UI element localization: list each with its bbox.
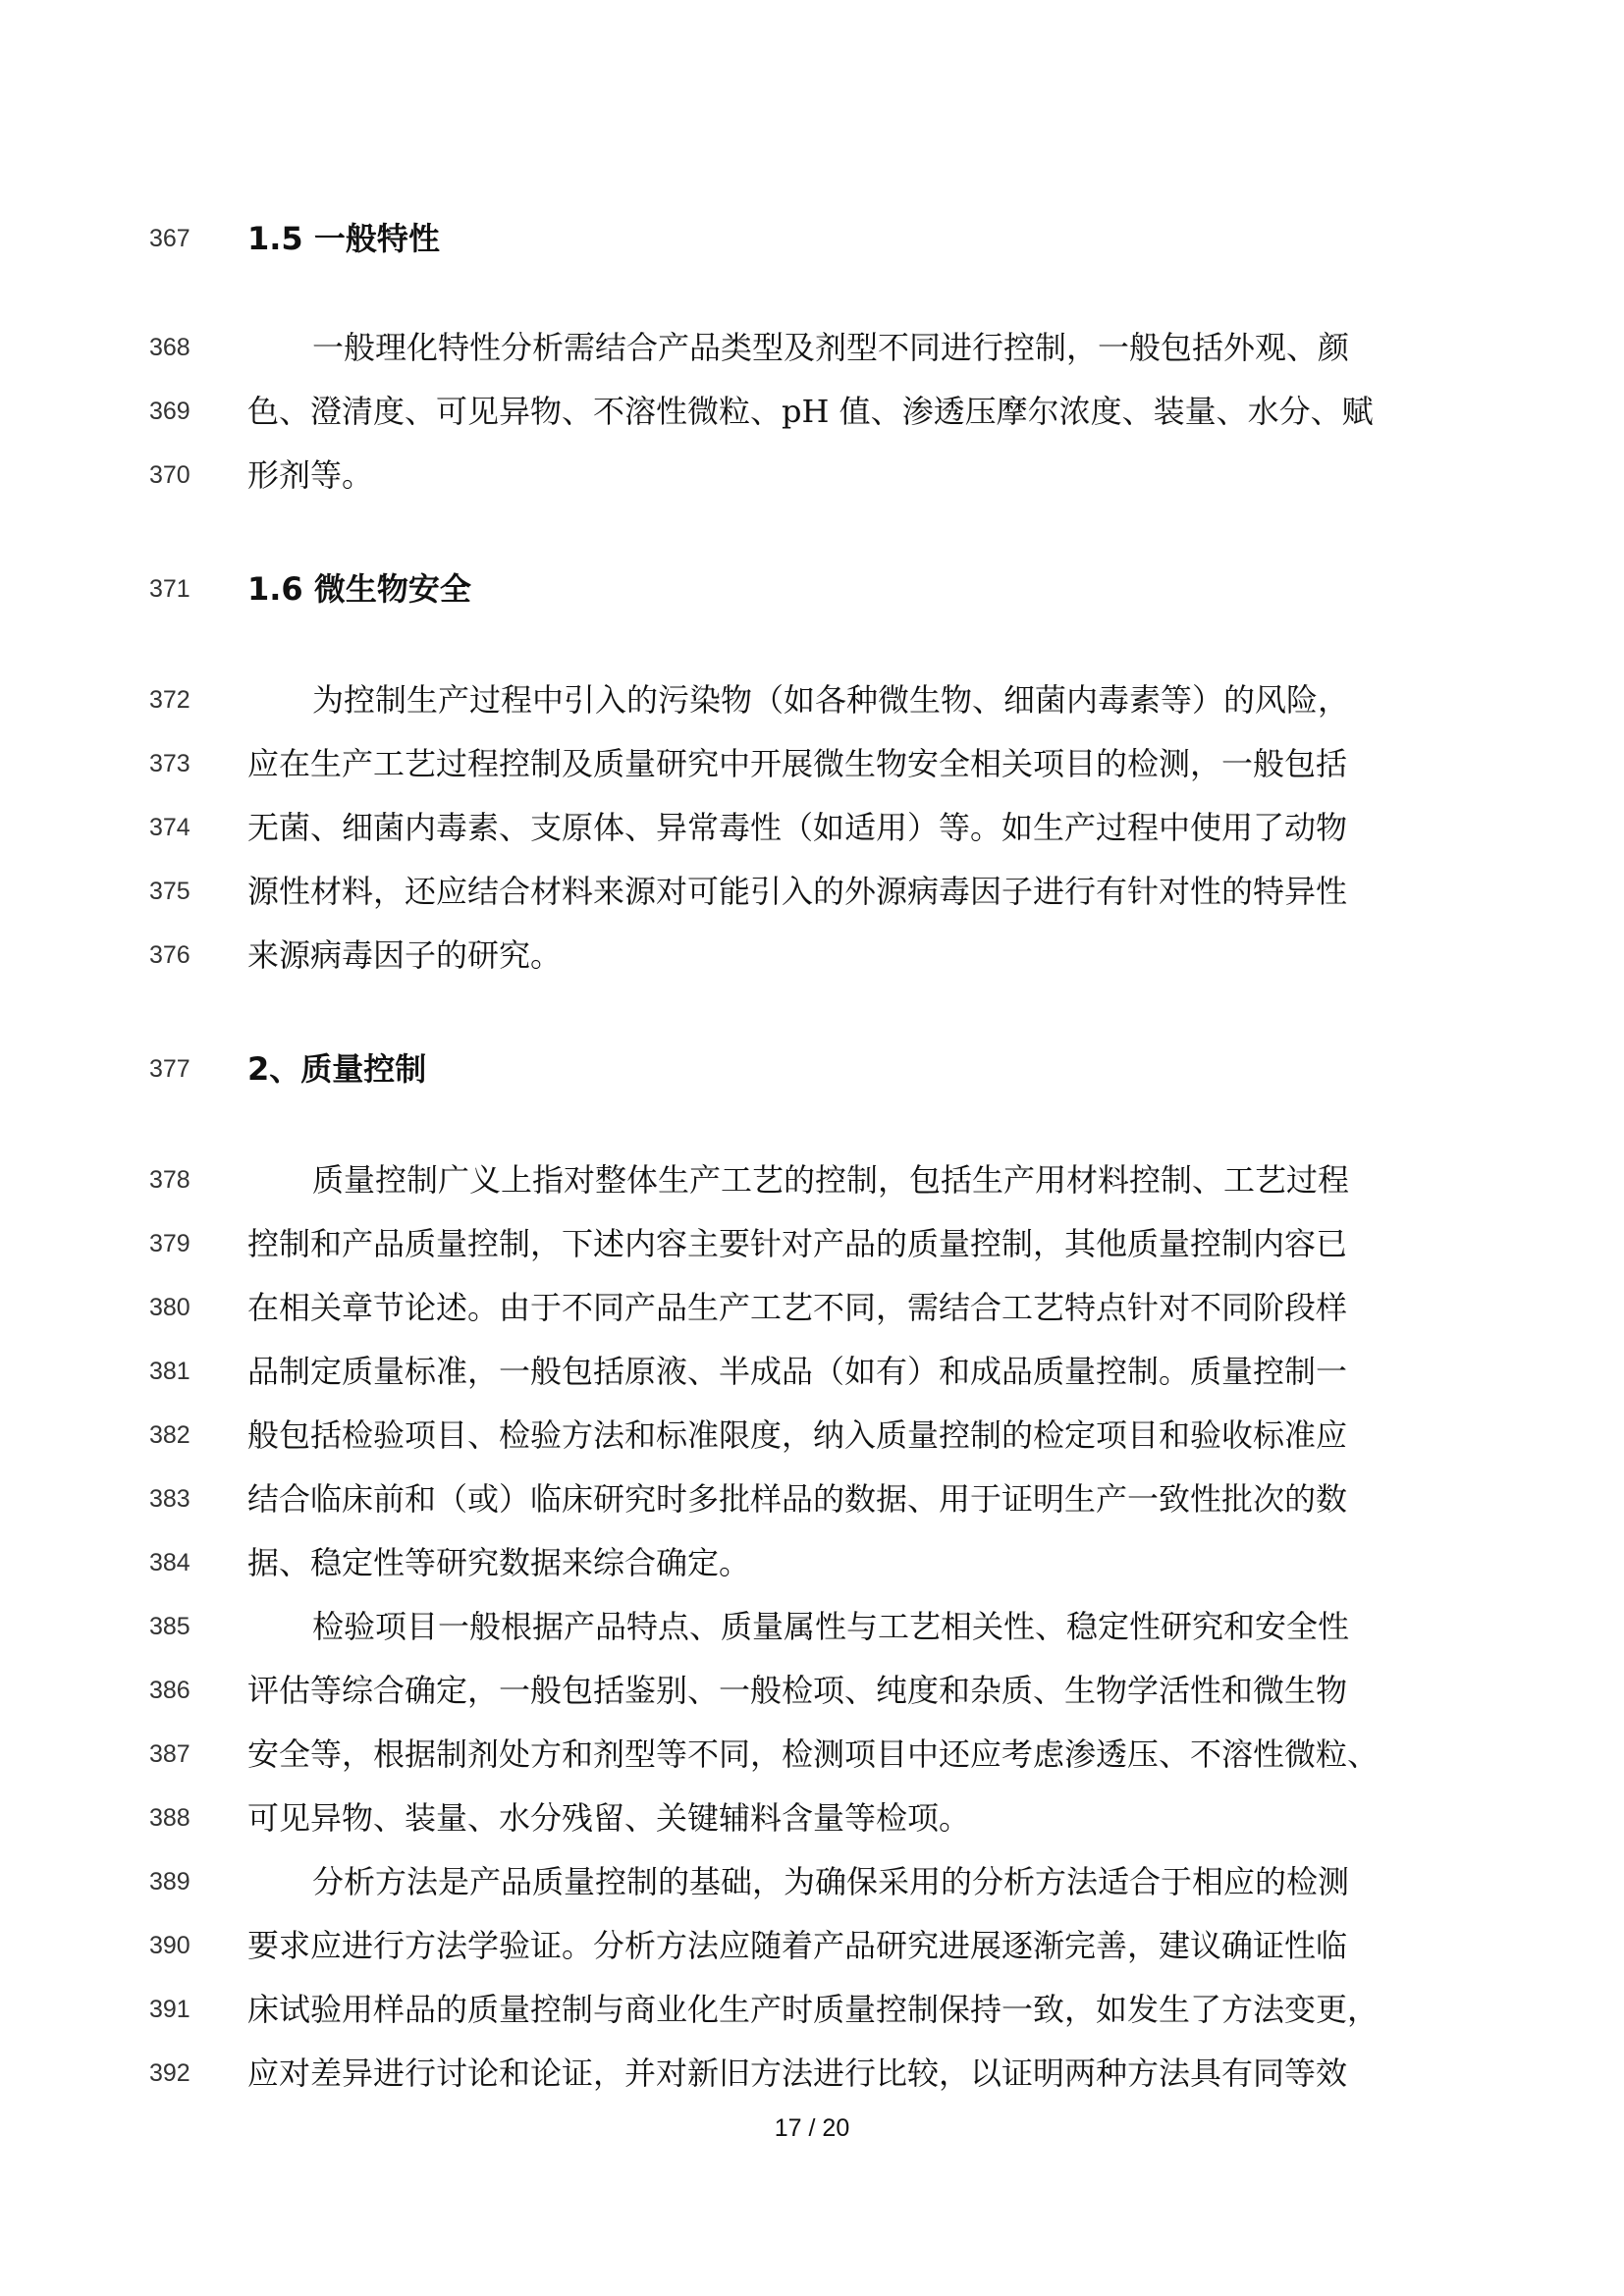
line-number: 385 <box>149 1613 190 1640</box>
line-number: 380 <box>149 1294 190 1321</box>
line-number: 370 <box>149 461 190 489</box>
text-line <box>0 1856 1624 1907</box>
page-indicator: 17 / 20 <box>774 2114 850 2142</box>
section-heading: 1.5 一般特性 <box>247 220 440 257</box>
line-number: 389 <box>149 1868 190 1896</box>
text-line <box>0 1729 1624 1780</box>
paragraph-text: 无菌、细菌内毒素、支原体、异常毒性（如适用）等。如生产过程中使用了动物 <box>247 809 1348 846</box>
text-line <box>0 1792 1624 1843</box>
text-line <box>0 1984 1624 2035</box>
text-line <box>0 1473 1624 1524</box>
paragraph-text: 床试验用样品的质量控制与商业化生产时质量控制保持一致，如发生了方法变更， <box>247 1991 1380 2028</box>
text-line <box>0 738 1624 789</box>
text-line <box>0 450 1624 501</box>
text-line <box>0 2048 1624 2099</box>
paragraph-text: 般包括检验项目、检验方法和标准限度，纳入质量控制的检定项目和验收标准应 <box>247 1416 1348 1454</box>
text-line <box>0 1346 1624 1397</box>
section-heading: 2、质量控制 <box>247 1050 427 1088</box>
paragraph-text: 据、稳定性等研究数据来综合确定。 <box>247 1544 751 1581</box>
line-number: 382 <box>149 1421 190 1449</box>
paragraph-text: 来源病毒因子的研究。 <box>247 936 563 974</box>
text-line <box>0 1537 1624 1588</box>
line-number: 388 <box>149 1804 190 1832</box>
paragraph-text: 在相关章节论述。由于不同产品生产工艺不同，需结合工艺特点针对不同阶段样 <box>247 1289 1348 1326</box>
line-number: 369 <box>149 398 190 425</box>
text-line <box>0 1218 1624 1269</box>
line-number: 373 <box>149 750 190 777</box>
line-number: 387 <box>149 1740 190 1768</box>
paragraph-text: 评估等综合确定，一般包括鉴别、一般检项、纯度和杂质、生物学活性和微生物 <box>247 1672 1348 1709</box>
paragraph-text: 为控制生产过程中引入的污染物（如各种微生物、细菌内毒素等）的风险， <box>312 681 1350 719</box>
line-number: 381 <box>149 1358 190 1385</box>
line-number: 375 <box>149 878 190 905</box>
paragraph-text: 检验项目一般根据产品特点、质量属性与工艺相关性、稳定性研究和安全性 <box>312 1608 1350 1645</box>
line-number: 371 <box>149 575 190 603</box>
line-number: 372 <box>149 686 190 714</box>
line-number: 379 <box>149 1230 190 1257</box>
heading-line <box>0 213 1624 264</box>
line-number: 377 <box>149 1055 190 1083</box>
line-number: 386 <box>149 1677 190 1704</box>
line-number: 374 <box>149 814 190 841</box>
text-line <box>0 674 1624 725</box>
line-number: 368 <box>149 334 190 361</box>
paragraph-text: 可见异物、装量、水分残留、关键辅料含量等检项。 <box>247 1799 971 1837</box>
paragraph-text: 一般理化特性分析需结合产品类型及剂型不同进行控制，一般包括外观、颜 <box>312 329 1350 366</box>
line-number: 390 <box>149 1932 190 1959</box>
text-line <box>0 1601 1624 1652</box>
text-line <box>0 930 1624 981</box>
text-line <box>0 1410 1624 1461</box>
paragraph-text: 质量控制广义上指对整体生产工艺的控制，包括生产用材料控制、工艺过程 <box>312 1161 1350 1199</box>
text-line <box>0 866 1624 917</box>
heading-line <box>0 563 1624 614</box>
section-heading: 1.6 微生物安全 <box>247 570 471 608</box>
line-number: 383 <box>149 1485 190 1513</box>
line-number: 378 <box>149 1166 190 1194</box>
paragraph-text: 控制和产品质量控制，下述内容主要针对产品的质量控制，其他质量控制内容已 <box>247 1225 1348 1262</box>
text-line <box>0 386 1624 437</box>
paragraph-text: 形剂等。 <box>247 456 374 494</box>
paragraph-text: 结合临床前和（或）临床研究时多批样品的数据、用于证明生产一致性批次的数 <box>247 1480 1348 1518</box>
paragraph-text: 品制定质量标准，一般包括原液、半成品（如有）和成品质量控制。质量控制一 <box>247 1353 1348 1390</box>
line-number: 376 <box>149 941 190 969</box>
paragraph-text: 安全等，根据制剂处方和剂型等不同，检测项目中还应考虑渗透压、不溶性微粒、 <box>247 1735 1380 1773</box>
text-line <box>0 1920 1624 1971</box>
line-number: 367 <box>149 225 190 252</box>
line-number: 384 <box>149 1549 190 1576</box>
paragraph-text: 应对差异进行讨论和论证，并对新旧方法进行比较，以证明两种方法具有同等效 <box>247 2055 1348 2092</box>
paragraph-text: 应在生产工艺过程控制及质量研究中开展微生物安全相关项目的检测，一般包括 <box>247 745 1348 782</box>
text-line <box>0 322 1624 373</box>
text-line <box>0 802 1624 853</box>
line-number: 391 <box>149 1996 190 2023</box>
paragraph-text: 要求应进行方法学验证。分析方法应随着产品研究进展逐渐完善，建议确证性临 <box>247 1927 1348 1964</box>
text-line <box>0 1665 1624 1716</box>
heading-line <box>0 1043 1624 1095</box>
text-line <box>0 1282 1624 1333</box>
line-number: 392 <box>149 2059 190 2087</box>
paragraph-text: 分析方法是产品质量控制的基础，为确保采用的分析方法适合于相应的检测 <box>312 1863 1350 1900</box>
text-line <box>0 1154 1624 1205</box>
paragraph-text: 源性材料，还应结合材料来源对可能引入的外源病毒因子进行有针对性的特异性 <box>247 873 1348 910</box>
paragraph-text: 色、澄清度、可见异物、不溶性微粒、pH 值、渗透压摩尔浓度、装量、水分、赋 <box>247 393 1374 430</box>
